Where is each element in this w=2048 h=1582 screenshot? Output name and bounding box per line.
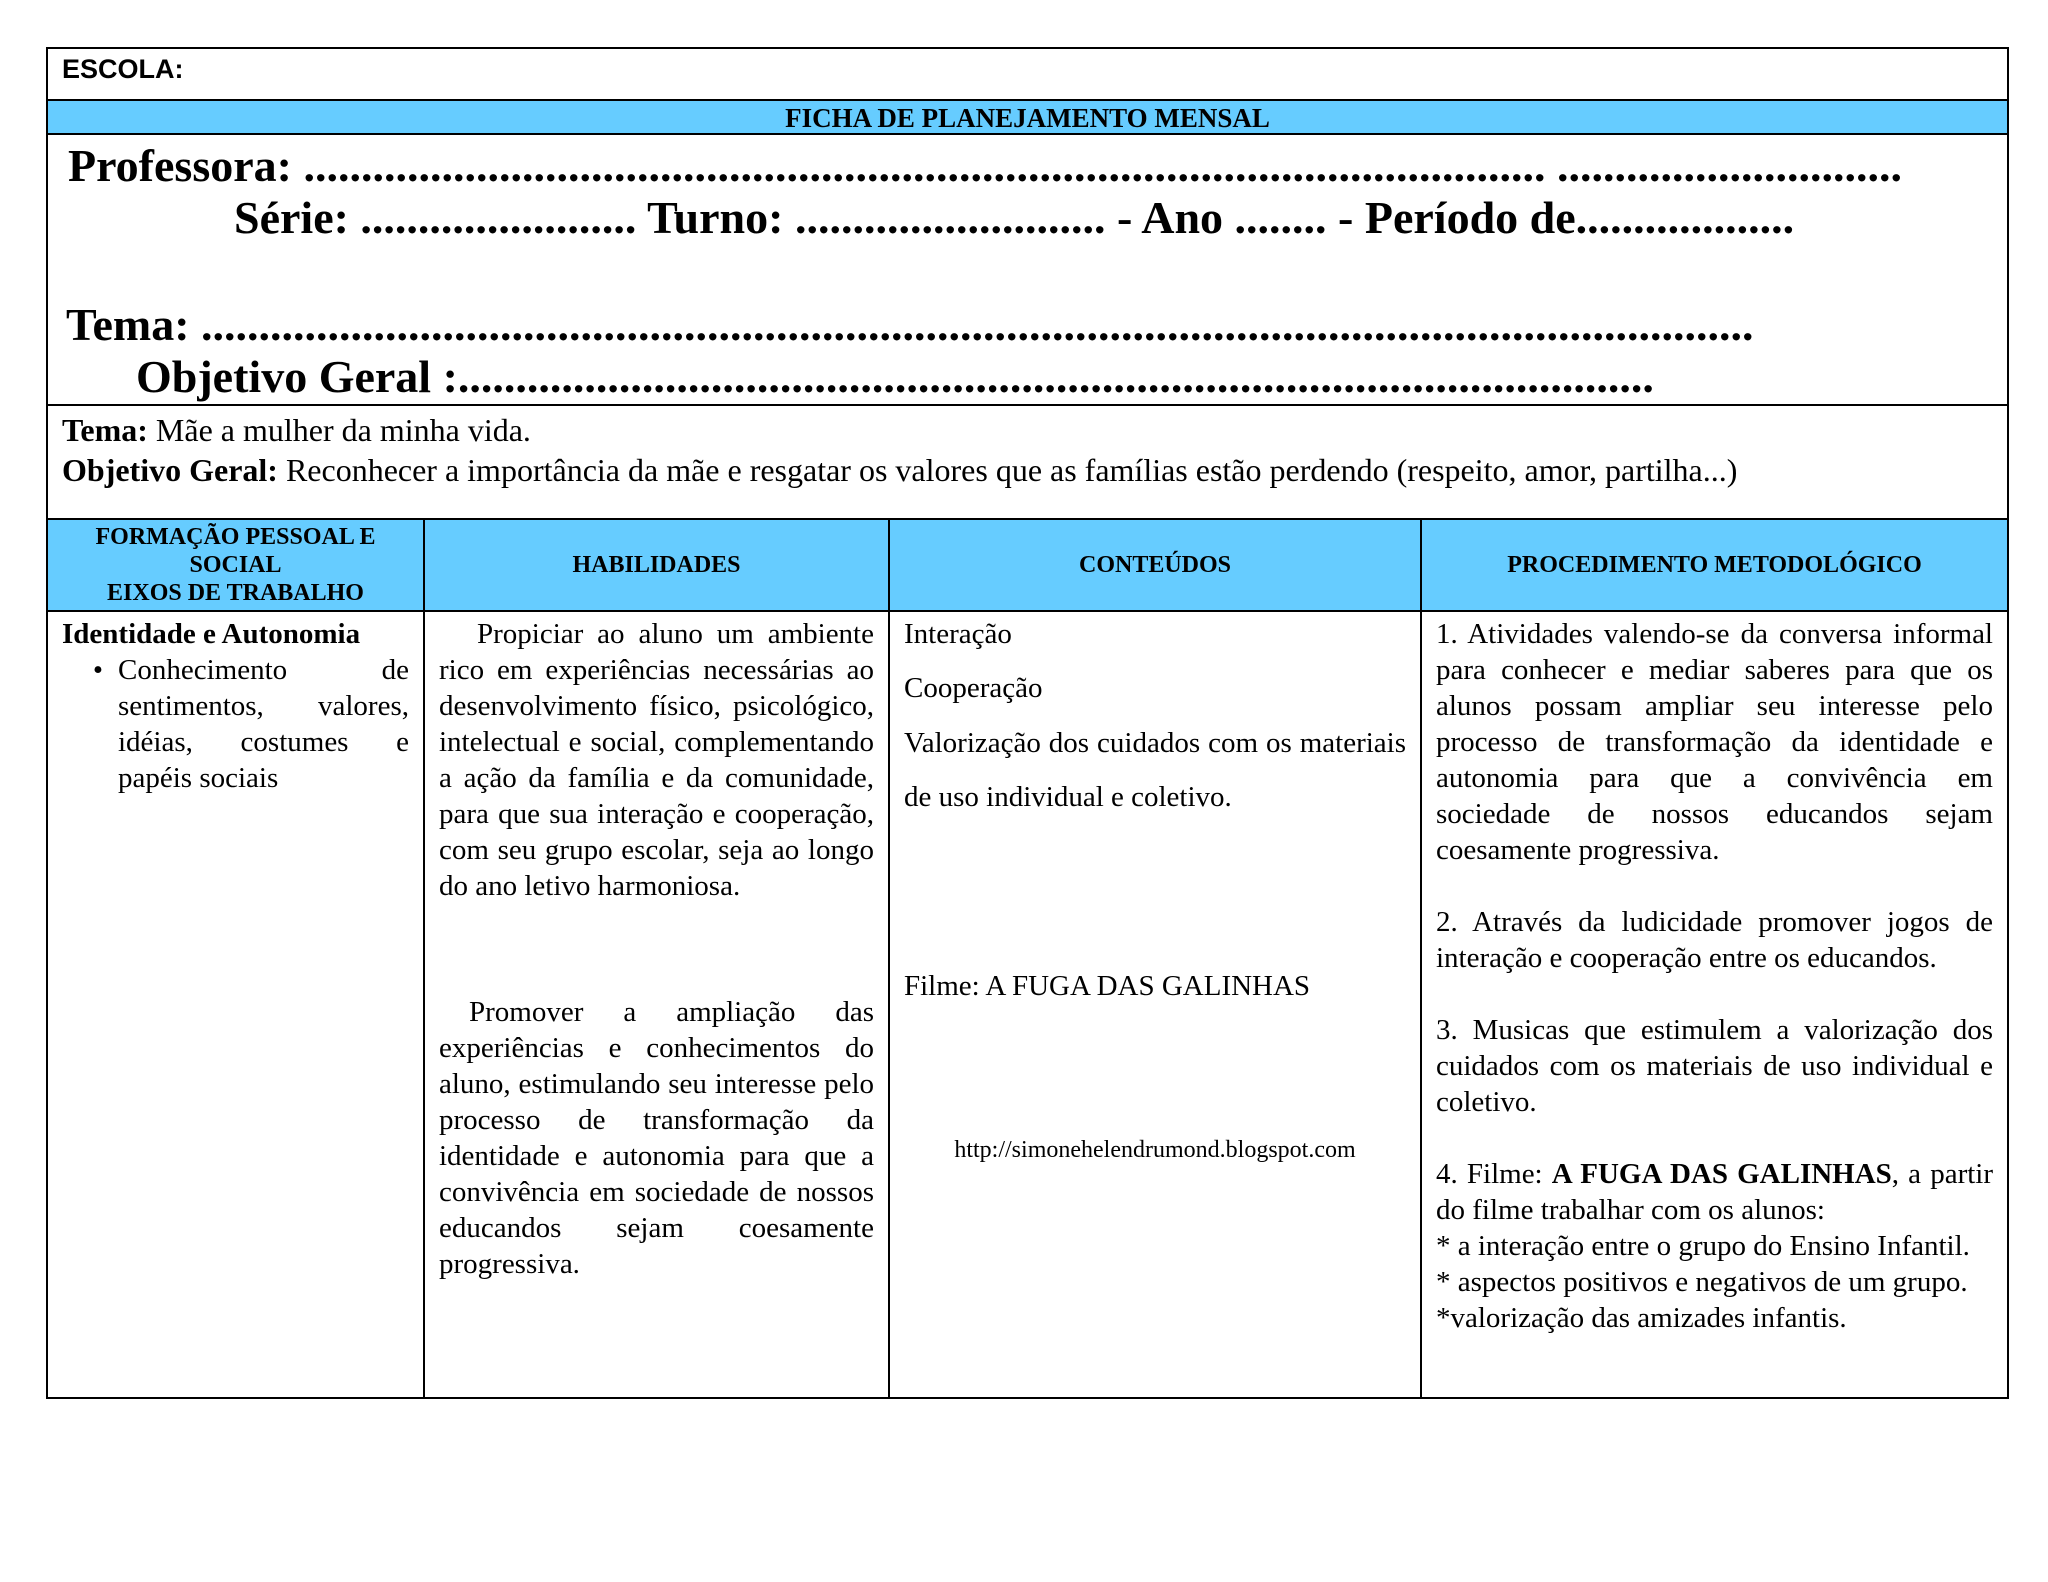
procedimento-subitem: *valorização das amizades infantis. (1436, 1302, 1847, 1334)
serie-turno-line: Série: ........................ Turno: ........................... - Ano ........ - Período de................... (234, 192, 1795, 243)
column-header-conteudos: CONTEÚDOS (889, 520, 1421, 611)
procedimento-subitem: * aspectos positivos e negativos de um grupo. (1436, 1266, 1968, 1298)
escola-field: ESCOLA: (48, 49, 2007, 101)
formacao-heading: Identidade e Autonomia (62, 618, 361, 650)
procedimento-subitem: * a interação entre o grupo do Ensino Infantil. (1436, 1230, 1970, 1262)
planning-table (48, 520, 2007, 1397)
column-header-formacao: FORMAÇÃO PESSOAL E SOCIAL EIXOS DE TRABALHO (48, 520, 424, 611)
habilidades-paragraph-1: Propiciar ao aluno um ambiente rico em experiências necessárias ao desenvolvimento físico, psicológico, intelectual e social, complementando a ação da família e da comunidade, para que sua interação e cooperação, com seu grupo escolar, seja ao longo do ano letivo harmoniosa. (439, 618, 874, 902)
procedimento-step: 4. Filme: A FUGA DAS GALINHAS, a partir do filme trabalhar com os alunos: (1436, 1158, 1993, 1226)
header-fields (48, 135, 2007, 406)
theme-summary (48, 406, 2007, 520)
objetivo-summary: Objetivo Geral: Reconhecer a importância da mãe e resgatar os valores que as famílias estão perdendo (respeito, amor, partilha...) (62, 452, 1738, 488)
procedimento-step: 3. Musicas que estimulem a valorização dos cuidados com os materiais de uso individual e coletivo. (1436, 1014, 1993, 1118)
procedimento-cell (1421, 611, 2007, 1397)
procedimento-step: 1. Atividades valendo-se da conversa informal para conhecer e mediar saberes para que os alunos possam ampliar seu interesse pelo processo de transformação da identidade e autonomia para que a convivência em sociedade de nossos educandos sejam coesamente progressiva. (1436, 618, 1993, 866)
tema-summary: Tema: Mãe a mulher da minha vida. (62, 412, 531, 448)
conteudo-item: Cooperação (904, 672, 1043, 704)
conteudo-item: Interação (904, 618, 1012, 650)
column-header-habilidades: HABILIDADES (424, 520, 889, 611)
conteudos-cell (889, 611, 1421, 1397)
professora-line: Professora: ............................................................................................................ .............................. (68, 140, 1902, 191)
procedimento-step: 2. Através da ludicidade promover jogos de interação e cooperação entre os educandos. (1436, 906, 1993, 974)
habilidades-paragraph-2: Promover a ampliação das experiências e conhecimentos do aluno, estimulando seu interesse pelo processo de transformação da identidade e autonomia para que a convivência em sociedade de nossos educandos sejam coesamente progressiva. (439, 996, 874, 1280)
formacao-item: • Conhecimento de sentimentos, valores, idéias, costumes e papéis sociais (92, 654, 409, 794)
formacao-cell (48, 611, 424, 1397)
sheet-title: FICHA DE PLANEJAMENTO MENSAL (48, 101, 2007, 135)
conteudo-item: Valorização dos cuidados com os materiais de uso individual e coletivo. (904, 727, 1406, 813)
tema-line: Tema: ....................................................................................................................................... (66, 299, 1754, 350)
filme-line: Filme: A FUGA DAS GALINHAS (904, 970, 1311, 1002)
source-url: http://simonehelendrumond.blogspot.com (954, 1137, 1356, 1163)
column-header-procedimento: PROCEDIMENTO METODOLÓGICO (1421, 520, 2007, 611)
planning-sheet (46, 47, 2009, 1399)
habilidades-cell (424, 611, 889, 1397)
objetivo-line: Objetivo Geral :........................................................................................................ (136, 351, 1654, 402)
